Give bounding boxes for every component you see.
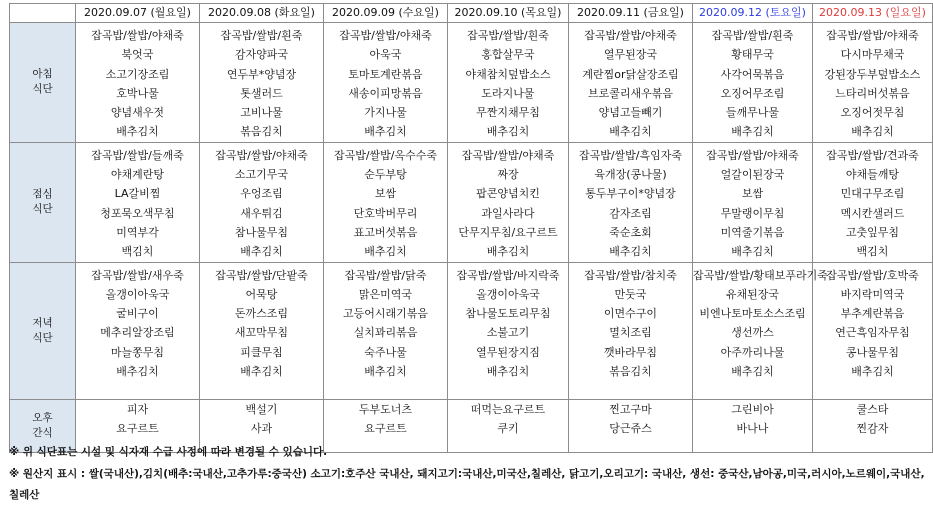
menu-item: 무말랭이무침 xyxy=(720,206,785,220)
menu-item: 잡곡밥/쌀밥/옥수수죽 xyxy=(333,148,438,162)
lunch-day-cell xyxy=(200,142,324,262)
menu-item: 올갱이아욱국 xyxy=(105,287,170,301)
lunch-row xyxy=(10,142,933,262)
menu-item: 백설기 xyxy=(245,402,278,416)
menu-item: 두부도너츠 xyxy=(358,402,413,416)
menu-item: 청포묵오색무침 xyxy=(100,206,175,220)
menu-item: 과일사라다 xyxy=(481,206,535,220)
menu-item: 강된장두부덮밥소스 xyxy=(824,67,921,81)
menu-item: 볶음김치 xyxy=(240,125,283,139)
date-header: 2020.09.11 (금요일) xyxy=(569,4,693,23)
menu-item: 찐감자 xyxy=(856,421,889,435)
menu-item: 양념고들빼기 xyxy=(598,106,663,120)
menu-item: 통두부구이*양념장 xyxy=(585,187,676,201)
dinner-day-cell xyxy=(200,262,324,399)
menu-item: 메추리알장조림 xyxy=(100,326,175,340)
menu-item: 어묵탕 xyxy=(245,287,278,301)
menu-item: 깻바라무침 xyxy=(603,345,658,359)
menu-item: 느타리버섯볶음 xyxy=(835,86,910,100)
menu-item: 잡곡밥/쌀밥/야채죽 xyxy=(826,29,919,42)
breakfast-day-cell xyxy=(324,23,448,143)
lunch-day-cell xyxy=(693,142,813,262)
weekly-meal-table xyxy=(9,3,933,453)
menu-item: 사각어묵볶음 xyxy=(720,67,785,81)
lunch-day-cell xyxy=(76,142,200,262)
menu-item: 고춧잎무침 xyxy=(845,225,900,239)
menu-item: 배추김치 xyxy=(486,125,530,139)
menu-item: LA갈비찜 xyxy=(114,187,161,201)
dinner-day-cell xyxy=(76,262,200,399)
lunch-day-cell xyxy=(813,142,933,262)
menu-item: 감자양파국 xyxy=(234,48,289,62)
menu-item: 비엔나토마토소스조림 xyxy=(699,307,806,321)
menu-item: 잡곡밥/쌀밥/흑임자죽 xyxy=(578,148,683,162)
breakfast-row xyxy=(10,23,933,143)
menu-item: 잡곡밥/쌀밥/들깨죽 xyxy=(91,148,184,162)
menu-item: 생선까스 xyxy=(731,326,774,340)
menu-item: 굴비구이 xyxy=(116,307,159,321)
origin-notice: ※ 원산지 표시 : 쌀(국내산),김치(배추:국내산,고추가루:중국산) 소고기:호주산 국내산, 돼지고기:국내산,미국산,칠레산, 닭고기,오리고기: 국내산, 생선: 중국산,남아공,미국,러시아,노르웨이,국내산, 칠레산 xyxy=(9,467,925,501)
menu-item: 쿨스타 xyxy=(856,402,889,416)
menu-item: 피자 xyxy=(126,402,149,416)
menu-item: 팝콘양념치킨 xyxy=(476,187,540,201)
menu-item: 새우튀김 xyxy=(240,206,283,220)
menu-item: 백김치 xyxy=(121,245,154,259)
date-header: 2020.09.08 (화요일) xyxy=(200,4,324,23)
menu-item: 잡곡밥/쌀밥/야채죽 xyxy=(461,148,555,162)
meal-label-line: 식단 xyxy=(32,331,53,344)
menu-item: 배추김치 xyxy=(486,365,530,379)
menu-item: 민대구무조림 xyxy=(840,187,905,201)
meal-label-line: 간식 xyxy=(32,426,53,439)
dinner-day-cell xyxy=(693,262,828,399)
menu-item: 배추김치 xyxy=(731,365,774,379)
menu-item: 실치꽈리볶음 xyxy=(353,326,418,340)
dinner-row xyxy=(10,262,933,399)
menu-item: 죽순초회 xyxy=(609,225,652,239)
menu-item: 단호박버무리 xyxy=(353,206,418,220)
menu-item: 배추김치 xyxy=(240,245,283,259)
menu-item: 열무된장국 xyxy=(603,48,658,62)
menu-item: 아욱국 xyxy=(369,48,402,62)
menu-item: 고등어시래기볶음 xyxy=(342,307,428,321)
menu-item: 우엉조림 xyxy=(240,187,283,201)
menu-item: 토마토계란볶음 xyxy=(348,67,423,81)
footnotes xyxy=(9,442,929,507)
menu-item: 잡곡밥/쌀밥/견과죽 xyxy=(826,148,919,162)
menu-item: 잡곡밥/쌀밥/야채죽 xyxy=(91,29,184,42)
menu-item: 배추김치 xyxy=(364,365,407,379)
menu-item: 배추김치 xyxy=(609,245,652,259)
menu-item: 감자조림 xyxy=(609,206,652,220)
menu-item: 얼갈이된장국 xyxy=(720,168,785,182)
menu-item: 이면수구이 xyxy=(603,307,658,321)
menu-item: 잡곡밥/쌀밥/흰죽 xyxy=(467,29,549,42)
breakfast-day-cell xyxy=(76,23,200,143)
menu-item: 고비나물 xyxy=(240,106,283,120)
meal-label-line: 식단 xyxy=(32,203,53,216)
date-header: 2020.09.12 (토요일) xyxy=(693,4,813,23)
menu-item: 잡곡밥/쌀밥/참치죽 xyxy=(584,268,677,282)
menu-item: 황태무국 xyxy=(731,48,774,62)
header-row xyxy=(10,4,933,23)
menu-item: 숙주나물 xyxy=(364,345,407,359)
menu-item: 잡곡밥/쌀밥/단팥죽 xyxy=(215,268,308,282)
menu-item: 올갱이아욱국 xyxy=(476,287,540,301)
menu-item: 소고기장조림 xyxy=(105,67,170,81)
menu-item: 마늘쫑무침 xyxy=(110,345,165,359)
lunch-day-cell xyxy=(569,142,693,262)
menu-item: 당근쥬스 xyxy=(609,421,652,435)
menu-item: 양념새우젓 xyxy=(110,106,165,120)
menu-item: 야채들깨탕 xyxy=(845,168,900,182)
menu-item: 야채계란탕 xyxy=(110,168,165,182)
breakfast-day-cell xyxy=(693,23,813,143)
meal-label-line: 오후 xyxy=(32,411,53,424)
menu-item: 열무된장지짐 xyxy=(476,345,540,359)
menu-item: 톳샐러드 xyxy=(240,86,283,100)
menu-item: 호박나물 xyxy=(116,86,159,100)
breakfast-day-cell xyxy=(569,23,693,143)
menu-item: 잡곡밥/쌀밥/바지락죽 xyxy=(456,268,560,282)
menu-item: 배추김치 xyxy=(240,365,283,379)
menu-item: 표고버섯볶음 xyxy=(353,225,418,239)
menu-item: 요구르트 xyxy=(364,421,407,435)
menu-item: 잡곡밥/쌀밥/야채죽 xyxy=(706,148,799,162)
menu-item: 콩나물무침 xyxy=(845,345,900,359)
menu-item: 잡곡밥/쌀밥/야채죽 xyxy=(215,148,308,162)
dinner-day-cell xyxy=(448,262,569,399)
menu-item: 참나물도토리무침 xyxy=(465,307,551,321)
menu-item: 잡곡밥/쌀밥/새우죽 xyxy=(91,268,184,282)
menu-item: 브로콜리새우볶음 xyxy=(587,86,673,100)
menu-item: 멕시칸샐러드 xyxy=(840,206,905,220)
breakfast-label xyxy=(10,23,76,143)
menu-item: 연두부*양념장 xyxy=(226,67,297,81)
menu-item: 멸치조림 xyxy=(609,326,652,340)
menu-item: 배추김치 xyxy=(364,245,407,259)
menu-item: 미역부각 xyxy=(116,225,159,239)
lunch-day-cell xyxy=(324,142,448,262)
menu-item: 오징어젓무침 xyxy=(840,106,905,120)
menu-item: 요구르트 xyxy=(116,421,159,435)
menu-item: 돈까스조림 xyxy=(234,307,289,321)
menu-item: 피클무침 xyxy=(240,345,283,359)
menu-item: 잡곡밥/쌀밥/닭죽 xyxy=(344,268,427,282)
menu-item: 새송이피망볶음 xyxy=(348,86,423,100)
menu-item: 잡곡밥/쌀밥/야채죽 xyxy=(584,29,677,42)
menu-item: 바나나 xyxy=(736,421,769,435)
lunch-label xyxy=(10,142,76,262)
menu-item: 바지락미역국 xyxy=(840,287,905,301)
menu-item: 북엇국 xyxy=(121,48,154,62)
menu-item: 계란찜or닭살장조림 xyxy=(582,67,679,81)
menu-item: 소고기무국 xyxy=(234,168,289,182)
menu-item: 아주까리나물 xyxy=(720,345,785,359)
menu-item: 잡곡밥/쌀밥/흰죽 xyxy=(711,29,794,42)
menu-item: 보쌈 xyxy=(741,187,764,201)
menu-item: 볶음김치 xyxy=(609,365,652,379)
meal-label-line: 점심 xyxy=(32,188,53,201)
dinner-day-cell xyxy=(569,262,693,399)
menu-item: 백김치 xyxy=(856,245,889,259)
menu-item: 단무지무침/요구르트 xyxy=(458,225,558,239)
menu-item: 순두부탕 xyxy=(364,168,407,182)
meal-rows xyxy=(10,23,933,453)
date-header: 2020.09.09 (수요일) xyxy=(324,4,448,23)
lunch-day-cell xyxy=(448,142,569,262)
menu-item: 잡곡밥/쌀밥/호박죽 xyxy=(826,268,919,282)
corner-cell xyxy=(10,4,76,23)
menu-item: 배추김치 xyxy=(116,125,159,139)
menu-item: 홍합살무국 xyxy=(481,48,535,62)
menu-item: 소불고기 xyxy=(486,326,530,340)
meal-label-line: 저녁 xyxy=(32,316,53,329)
menu-item: 오징어무조림 xyxy=(720,86,785,100)
menu-item: 잡곡밥/쌀밥/황태보푸라기죽 xyxy=(693,268,828,282)
meal-label-line: 식단 xyxy=(32,83,53,96)
menu-item: 배추김치 xyxy=(486,245,530,259)
menu-item: 야채참치덮밥소스 xyxy=(465,67,551,81)
menu-item: 참나물무침 xyxy=(234,225,289,239)
menu-item: 떠먹는요구르트 xyxy=(470,402,546,416)
menu-item: 배추김치 xyxy=(851,125,894,139)
menu-item: 쿠키 xyxy=(497,421,519,435)
menu-item: 육개장(콩나물) xyxy=(594,168,667,182)
menu-item: 배추김치 xyxy=(731,125,774,139)
menu-item: 만둣국 xyxy=(614,287,647,301)
menu-item: 맑은미역국 xyxy=(358,287,413,301)
menu-item: 배추김치 xyxy=(116,365,159,379)
menu-item: 보쌈 xyxy=(374,187,397,201)
menu-item: 배추김치 xyxy=(851,365,894,379)
menu-item: 연근흑임자무침 xyxy=(835,326,910,340)
breakfast-day-cell xyxy=(200,23,324,143)
menu-item: 배추김치 xyxy=(364,125,407,139)
menu-item: 새꼬막무침 xyxy=(234,326,289,340)
breakfast-day-cell xyxy=(448,23,569,143)
dinner-label xyxy=(10,262,76,399)
meal-label-line: 아침 xyxy=(32,68,53,81)
menu-item: 잡곡밥/쌀밥/야채죽 xyxy=(339,29,432,42)
menu-item: 짜장 xyxy=(497,168,519,182)
menu-item: 유채된장국 xyxy=(725,287,780,301)
menu-item: 사과 xyxy=(250,421,273,435)
menu-item: 들깨무나물 xyxy=(725,106,780,120)
menu-item: 배추김치 xyxy=(731,245,774,259)
menu-item: 부추계란볶음 xyxy=(840,307,905,321)
dinner-day-cell xyxy=(324,262,448,399)
menu-item: 가지나물 xyxy=(364,106,407,120)
date-header: 2020.09.13 (일요일) xyxy=(813,4,933,23)
menu-item: 다시마무채국 xyxy=(840,48,905,62)
change-notice: ※ 위 식단표는 시설 및 식자재 수급 사정에 따라 변경될 수 있습니다. xyxy=(9,446,328,458)
date-header: 2020.09.10 (목요일) xyxy=(448,4,569,23)
menu-item: 도라지나물 xyxy=(481,86,535,100)
menu-item: 미역줄기볶음 xyxy=(720,225,785,239)
menu-item: 잡곡밥/쌀밥/흰죽 xyxy=(220,29,303,42)
dinner-day-cell xyxy=(813,262,933,399)
menu-item: 무짠지채무침 xyxy=(476,106,540,120)
menu-item: 찐고구마 xyxy=(609,402,652,416)
date-header: 2020.09.07 (월요일) xyxy=(76,4,200,23)
menu-item: 배추김치 xyxy=(609,125,652,139)
breakfast-day-cell xyxy=(813,23,933,143)
menu-item: 그린비아 xyxy=(731,402,774,416)
